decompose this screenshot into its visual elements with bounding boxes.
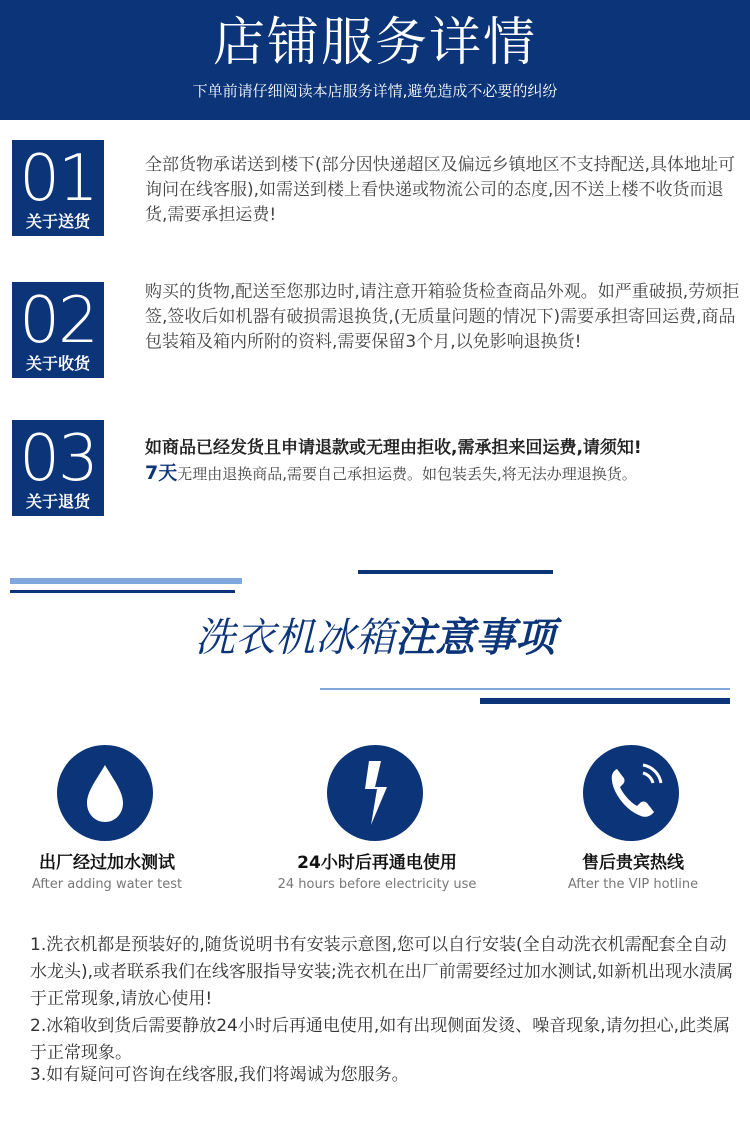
power-wait-circle bbox=[327, 745, 423, 841]
section-text-receipt: 购买的货物,配送至您那边时,请注意开箱验货检查商品外观。如严重破损,劳烦拒签,签收后如机器有破损需退换货,(无质量问题的情况下)需要承担寄回运费,商品包装箱及箱内所附的资料,需要保留3个月,以免影响退换货! bbox=[145, 282, 740, 352]
feature-title: 售后贵宾热线 bbox=[582, 853, 684, 873]
divider-bar bbox=[480, 698, 730, 704]
page-subtitle: 下单前请仔细阅读本店服务详情,避免造成不必要的纠纷 bbox=[192, 82, 558, 100]
section-text-delivery: 全部货物承诺送到楼下(部分因快递超区及偏远乡镇地区不支持配送,具体地址可询问在线客服),如需送到楼上看快递或物流公司的态度,因不送上楼不收货而退货,需要承担运费! bbox=[145, 155, 736, 225]
lightning-icon bbox=[327, 745, 423, 841]
page-title: 店铺服务详情 bbox=[212, 13, 537, 73]
section-label: 关于退货 bbox=[25, 492, 90, 511]
notice-title-light: 洗衣机冰箱 bbox=[195, 615, 395, 661]
section-label: 关于送货 bbox=[25, 212, 90, 231]
note-item: 1.洗衣机都是预装好的,随货说明书有安装示意图,您可以自行安装(全自动洗衣机需配套全自动水龙头),或者联系我们在线客服指导安装;洗衣机在出厂前需要经过加水测试,如新机出现水渍属于正常现象,请放心使用! bbox=[30, 935, 734, 1009]
divider-bar bbox=[358, 570, 553, 574]
section-label: 关于收货 bbox=[25, 354, 90, 373]
water-drop-icon bbox=[57, 745, 153, 841]
divider-bar bbox=[320, 688, 730, 690]
feature-title: 出厂经过加水测试 bbox=[39, 853, 175, 873]
section-badge-delivery bbox=[12, 140, 104, 236]
section-number: 02 bbox=[19, 284, 97, 358]
feature-title: 24小时后再通电使用 bbox=[297, 853, 457, 873]
phone-icon bbox=[583, 745, 679, 841]
water-test-circle bbox=[57, 745, 153, 841]
return-policy-bold: 如商品已经发货且申请退款或无理由拒收,需承担来回运费,请须知! bbox=[145, 438, 642, 458]
note-item: 2.冰箱收到货后需要静放24小时后再通电使用,如有出现侧面发烫、噪音现象,请勿担心,此类属于正常现象。 bbox=[30, 1016, 731, 1063]
section-number: 03 bbox=[19, 422, 97, 496]
section-badge-receipt bbox=[12, 282, 104, 378]
hotline-circle bbox=[583, 745, 679, 841]
return-policy-rest: 无理由退换商品,需要自己承担运费。如包装丢失,将无法办理退换货。 bbox=[177, 465, 637, 483]
feature-subtitle: 24 hours before electricity use bbox=[277, 877, 477, 892]
notice-title-bold: 注意事项 bbox=[395, 615, 555, 661]
feature-subtitle: After the VIP hotline bbox=[567, 877, 699, 892]
feature-subtitle: After adding water test bbox=[31, 877, 183, 892]
note-item: 3.如有疑问可咨询在线客服,我们将竭诚为您服务。 bbox=[30, 1065, 409, 1085]
section-text-return bbox=[145, 436, 740, 487]
seven-days-accent: 7天 bbox=[145, 462, 178, 484]
notice-title bbox=[0, 612, 750, 664]
section-badge-return bbox=[12, 420, 104, 516]
header-banner bbox=[0, 0, 750, 120]
divider-bar bbox=[10, 590, 235, 593]
divider-bar bbox=[10, 578, 242, 584]
section-number: 01 bbox=[19, 142, 97, 216]
